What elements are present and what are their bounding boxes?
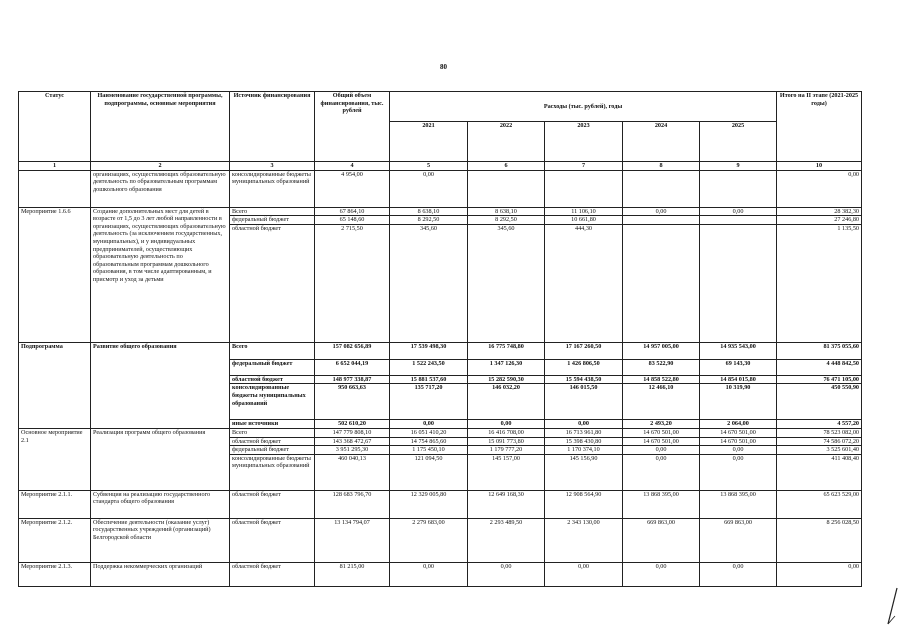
value-2022: 15 091 773,80 [468, 437, 545, 446]
header-source: Источник финансирования [230, 92, 315, 162]
status-cell: Мероприятие 1.6.6 [19, 207, 91, 342]
value-2022: 8 638,10 [468, 207, 545, 216]
value-2023: 444,30 [545, 224, 623, 342]
total-cell: 128 683 796,70 [315, 490, 390, 518]
status-cell: Мероприятие 2.1.3. [19, 562, 91, 586]
source-cell: областной бюджет [230, 518, 315, 562]
col-num: 5 [390, 162, 468, 171]
value-2022: 345,60 [468, 224, 545, 342]
value-2022: 1 347 126,30 [468, 359, 545, 375]
table-row [19, 518, 862, 562]
page-number: 80 [440, 63, 447, 71]
value-2025: 10 319,90 [700, 384, 777, 420]
col-num: 7 [545, 162, 623, 171]
value-2024: 13 868 395,00 [623, 490, 700, 518]
pen-mark-icon [885, 586, 899, 626]
total-cell: 950 663,63 [315, 384, 390, 420]
value-2021: 8 292,50 [390, 216, 468, 225]
source-cell: консолидированные бюджеты муниципальных образований [230, 170, 315, 207]
value-2024: 14 670 501,00 [623, 437, 700, 446]
stage-total-cell: 4 448 842,50 [777, 359, 862, 375]
header-expenses: Расходы (тыс. рублей), годы [390, 92, 777, 122]
name-cell: Субвенция на реализацию государственного стандарта общего образования [91, 490, 230, 518]
value-2023: 15 594 438,50 [545, 375, 623, 384]
total-cell: 148 977 338,87 [315, 375, 390, 384]
value-2021: 1 522 243,50 [390, 359, 468, 375]
value-2023: 12 908 564,90 [545, 490, 623, 518]
value-2021: 15 881 537,60 [390, 375, 468, 384]
total-cell: 2 715,50 [315, 224, 390, 342]
value-2022: 8 292,50 [468, 216, 545, 225]
value-2021: 2 279 683,00 [390, 518, 468, 562]
value-2025: 0,00 [700, 207, 777, 216]
value-2023: 15 398 430,80 [545, 437, 623, 446]
value-2023: 2 343 130,00 [545, 518, 623, 562]
value-2025: 2 064,00 [700, 420, 777, 429]
value-2022: 146 032,20 [468, 384, 545, 420]
header-year-2025: 2025 [700, 122, 777, 162]
value-2025: 14 670 501,00 [700, 437, 777, 446]
status-cell [19, 170, 91, 207]
value-2021: 14 754 865,60 [390, 437, 468, 446]
source-cell: иные источники [230, 420, 315, 429]
header-name: Наименование государственной программы, подпрограммы, основные мероприятия [91, 92, 230, 162]
value-2023: 0,00 [545, 562, 623, 586]
stage-total-cell: 0,00 [777, 562, 862, 586]
total-cell: 65 148,60 [315, 216, 390, 225]
value-2024: 2 493,20 [623, 420, 700, 429]
total-cell: 4 954,00 [315, 170, 390, 207]
stage-total-cell: 76 471 105,00 [777, 375, 862, 384]
source-cell: областной бюджет [230, 375, 315, 384]
source-cell: областной бюджет [230, 490, 315, 518]
value-2022: 0,00 [468, 562, 545, 586]
value-2022: 2 293 489,50 [468, 518, 545, 562]
total-cell: 157 082 656,89 [315, 342, 390, 359]
table-row [19, 342, 862, 359]
stage-total-cell: 28 382,30 [777, 207, 862, 216]
value-2024: 0,00 [623, 562, 700, 586]
total-cell: 81 215,00 [315, 562, 390, 586]
value-2021: 12 329 005,80 [390, 490, 468, 518]
source-cell: федеральный бюджет [230, 446, 315, 455]
value-2024: 12 466,10 [623, 384, 700, 420]
value-2024: 14 858 522,80 [623, 375, 700, 384]
name-cell: Реализация программ общего образования [91, 428, 230, 490]
value-2024: 14 957 005,00 [623, 342, 700, 359]
source-cell: областной бюджет [230, 224, 315, 342]
value-2022: 1 179 777,20 [468, 446, 545, 455]
col-num: 2 [91, 162, 230, 171]
value-2025: 0,00 [700, 446, 777, 455]
status-cell: Мероприятие 2.1.2. [19, 518, 91, 562]
value-2025: 13 868 395,00 [700, 490, 777, 518]
header-status: Статус [19, 92, 91, 162]
value-2021: 0,00 [390, 170, 468, 207]
financing-table [18, 91, 862, 587]
value-2025: 14 670 501,00 [700, 428, 777, 437]
value-2024: 14 670 501,00 [623, 428, 700, 437]
source-cell: Всего [230, 428, 315, 437]
col-num: 10 [777, 162, 862, 171]
stage-total-cell: 450 550,90 [777, 384, 862, 420]
source-cell: Всего [230, 207, 315, 216]
stage-total-cell: 65 623 529,00 [777, 490, 862, 518]
col-num: 9 [700, 162, 777, 171]
col-num: 3 [230, 162, 315, 171]
header-year-2022: 2022 [468, 122, 545, 162]
value-2025: 0,00 [700, 562, 777, 586]
value-2022: 15 282 590,30 [468, 375, 545, 384]
value-2021: 135 717,20 [390, 384, 468, 420]
status-cell: Основное мероприятие 2.1 [19, 428, 91, 490]
value-2023: 16 713 961,80 [545, 428, 623, 437]
source-cell: федеральный бюджет [230, 359, 315, 375]
total-cell: 147 779 808,10 [315, 428, 390, 437]
value-2023: 1 170 374,10 [545, 446, 623, 455]
value-2022: 16 416 708,00 [468, 428, 545, 437]
header-stage-total: Итого на II этапе (2021-2025 годы) [777, 92, 862, 162]
total-cell: 143 368 472,67 [315, 437, 390, 446]
table-row [19, 207, 862, 216]
table-row [19, 490, 862, 518]
stage-total-cell: 3 525 601,40 [777, 446, 862, 455]
source-cell: консолидированные бюджеты муниципальных образований [230, 454, 315, 490]
col-num: 4 [315, 162, 390, 171]
header-year-2023: 2023 [545, 122, 623, 162]
value-2022: 12 649 168,30 [468, 490, 545, 518]
value-2023: 0,00 [545, 420, 623, 429]
value-2021: 345,60 [390, 224, 468, 342]
col-num: 1 [19, 162, 91, 171]
source-cell: федеральный бюджет [230, 216, 315, 225]
value-2023: 10 661,80 [545, 216, 623, 225]
col-num: 6 [468, 162, 545, 171]
value-2025: 669 863,00 [700, 518, 777, 562]
stage-total-cell: 8 256 028,50 [777, 518, 862, 562]
value-2021: 1 175 450,10 [390, 446, 468, 455]
value-2021: 0,00 [390, 420, 468, 429]
value-2024: 0,00 [623, 207, 700, 216]
value-2023: 146 015,50 [545, 384, 623, 420]
total-cell: 3 951 295,30 [315, 446, 390, 455]
value-2023: 17 167 260,50 [545, 342, 623, 359]
table-row [19, 562, 862, 586]
value-2025: 14 854 015,80 [700, 375, 777, 384]
value-2024: 0,00 [623, 446, 700, 455]
total-cell: 67 864,10 [315, 207, 390, 216]
value-2025: 14 935 543,00 [700, 342, 777, 359]
value-2022: 0,00 [468, 420, 545, 429]
name-cell: Развитие общего образования [91, 342, 230, 428]
table-row [19, 170, 862, 207]
value-2021: 121 094,50 [390, 454, 468, 490]
value-2023: 145 156,90 [545, 454, 623, 490]
stage-total-cell: 4 557,20 [777, 420, 862, 429]
value-2021: 16 051 410,20 [390, 428, 468, 437]
total-cell: 6 652 044,19 [315, 359, 390, 375]
stage-total-cell: 411 408,40 [777, 454, 862, 490]
stage-total-cell: 1 135,50 [777, 224, 862, 342]
source-cell: консолидированные бюджеты муниципальных образований [230, 384, 315, 420]
total-cell: 13 134 794,07 [315, 518, 390, 562]
value-2022: 16 775 748,80 [468, 342, 545, 359]
name-cell: организациях, осуществляющих образовательную деятельность по образовательным программам дошкольного образования [91, 170, 230, 207]
value-2025: 0,00 [700, 454, 777, 490]
value-2024: 669 863,00 [623, 518, 700, 562]
header-year-2024: 2024 [623, 122, 700, 162]
stage-total-cell: 74 586 072,20 [777, 437, 862, 446]
total-cell: 502 610,20 [315, 420, 390, 429]
header-year-2021: 2021 [390, 122, 468, 162]
total-cell: 460 040,13 [315, 454, 390, 490]
value-2025: 69 143,30 [700, 359, 777, 375]
stage-total-cell: 27 246,80 [777, 216, 862, 225]
value-2023: 11 106,10 [545, 207, 623, 216]
stage-total-cell: 78 523 082,00 [777, 428, 862, 437]
source-cell: областной бюджет [230, 562, 315, 586]
stage-total-cell: 81 375 055,60 [777, 342, 862, 359]
name-cell: Создание дополнительных мест для детей в возрасте от 1,5 до 3 лет любой направленности в организациях, осуществляющих образовательную деятельность (за исключением государственных, муниципальных), и у индивидуальных предпринимателей, осуществляющих образовательную деятельность по образовательным программам дошкольного образования, в том числе адаптированным, и присмотр и уход за детьми [91, 207, 230, 342]
col-num: 8 [623, 162, 700, 171]
header-total: Общий объем финансирования, тыс. рублей [315, 92, 390, 162]
value-2021: 0,00 [390, 562, 468, 586]
source-cell: областной бюджет [230, 437, 315, 446]
name-cell: Обеспечение деятельности (оказание услуг) государственных учреждений (организаций) Белгородской области [91, 518, 230, 562]
status-cell: Мероприятие 2.1.1. [19, 490, 91, 518]
value-2023: 1 426 806,50 [545, 359, 623, 375]
value-2022: 145 157,00 [468, 454, 545, 490]
value-2021: 8 638,10 [390, 207, 468, 216]
table-row [19, 428, 862, 437]
value-2024: 0,00 [623, 454, 700, 490]
name-cell: Поддержка некоммерческих организаций [91, 562, 230, 586]
value-2021: 17 539 498,30 [390, 342, 468, 359]
value-2024: 83 522,90 [623, 359, 700, 375]
stage-total-cell: 0,00 [777, 170, 862, 207]
status-cell: Подпрограмма [19, 342, 91, 428]
source-cell: Всего [230, 342, 315, 359]
